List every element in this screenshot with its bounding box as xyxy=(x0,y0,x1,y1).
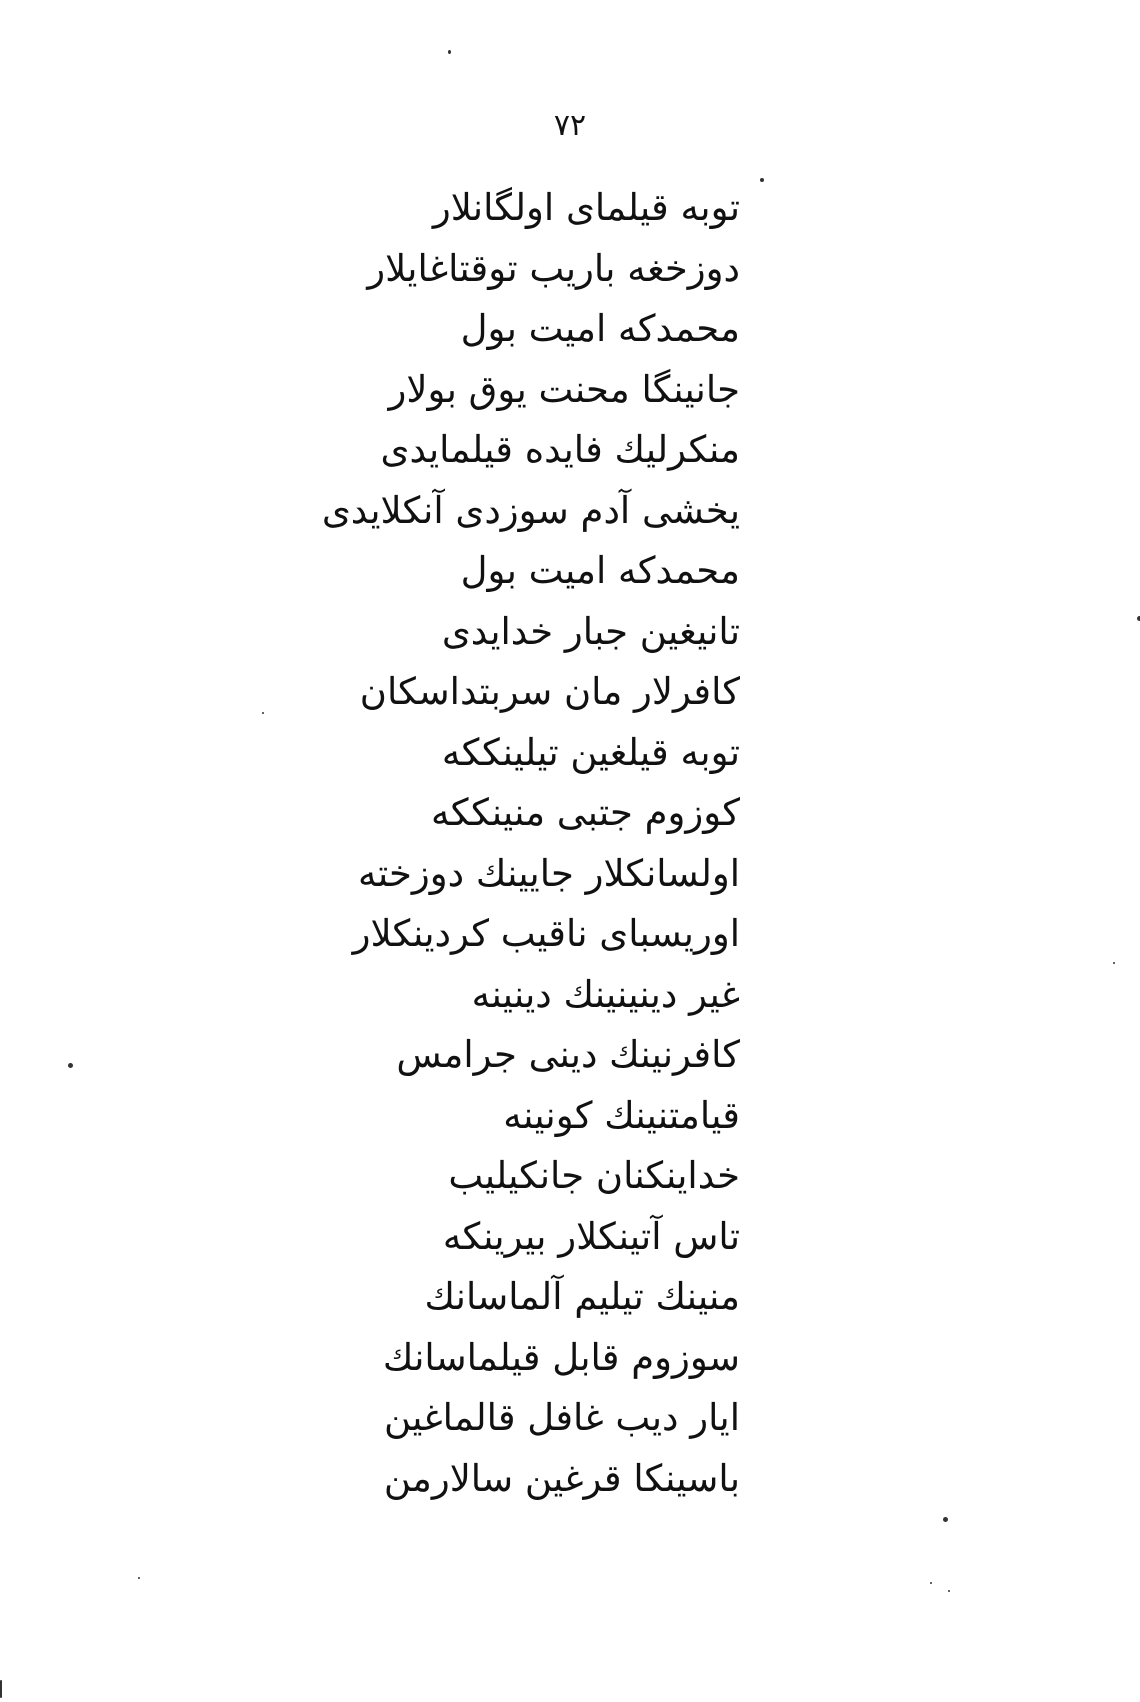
poem-line: اولسانکلار جایینك دوزخته xyxy=(358,851,740,895)
scan-speck xyxy=(1113,962,1115,964)
poem-line: توبه قیلغین تیلینککه xyxy=(441,730,740,774)
page-number: ۷۲ xyxy=(553,108,587,143)
poem-line: اوریسبای ناقیب کردینکلار xyxy=(352,912,740,955)
poem-line: سوزوم قابل قیلماسانك xyxy=(382,1335,740,1379)
poem-line: تانیغین جبار خدایدی xyxy=(441,609,740,653)
poem-line: غیر دینینینك دینینه xyxy=(471,972,740,1016)
poem-line: کافرلار مان سربتداسکان xyxy=(359,670,740,713)
scan-speck xyxy=(948,1590,950,1592)
poem-line: دوزخغه باریب توقتاغایلار xyxy=(367,246,740,290)
poem-line: محمدکه امیت بول xyxy=(460,549,740,592)
scan-speck xyxy=(262,712,264,714)
scan-speck xyxy=(0,1680,2,1698)
scan-speck xyxy=(760,178,764,182)
poem-line: توبه قیلمای اولگانلار xyxy=(432,186,740,229)
poem-line: کافرنینك دینی جرامس xyxy=(396,1033,740,1076)
scan-speck xyxy=(68,1063,73,1068)
poem-line: ایار دیب غافل قالماغین xyxy=(383,1396,740,1439)
scan-speck xyxy=(943,1517,948,1522)
poem-line: کوزوم جتبی منینککه xyxy=(431,791,740,834)
poem-line: قیامتنینك کونینه xyxy=(503,1093,740,1137)
poem-line: منینك تیلیم آلماسانك xyxy=(424,1275,740,1318)
poem-text xyxy=(120,178,740,1509)
poem-line: خداینکنان جانکیلیب xyxy=(448,1154,740,1197)
scan-speck xyxy=(138,1577,140,1579)
poem-line: یخشی آدم سوزدی آنکلایدی xyxy=(321,488,740,532)
scan-speck xyxy=(930,1582,932,1584)
scan-speck xyxy=(448,50,451,54)
poem-line: منکرلیك فایده قیلمایدی xyxy=(380,428,740,471)
poem-line: جانینگا محنت یوق بولار xyxy=(388,367,740,411)
poem-line: تاس آتینکلار بیرینکه xyxy=(442,1214,740,1258)
poem-line: باسینکا قرغین سالارمن xyxy=(383,1456,740,1500)
poem-line: محمدکه امیت بول xyxy=(460,307,740,350)
